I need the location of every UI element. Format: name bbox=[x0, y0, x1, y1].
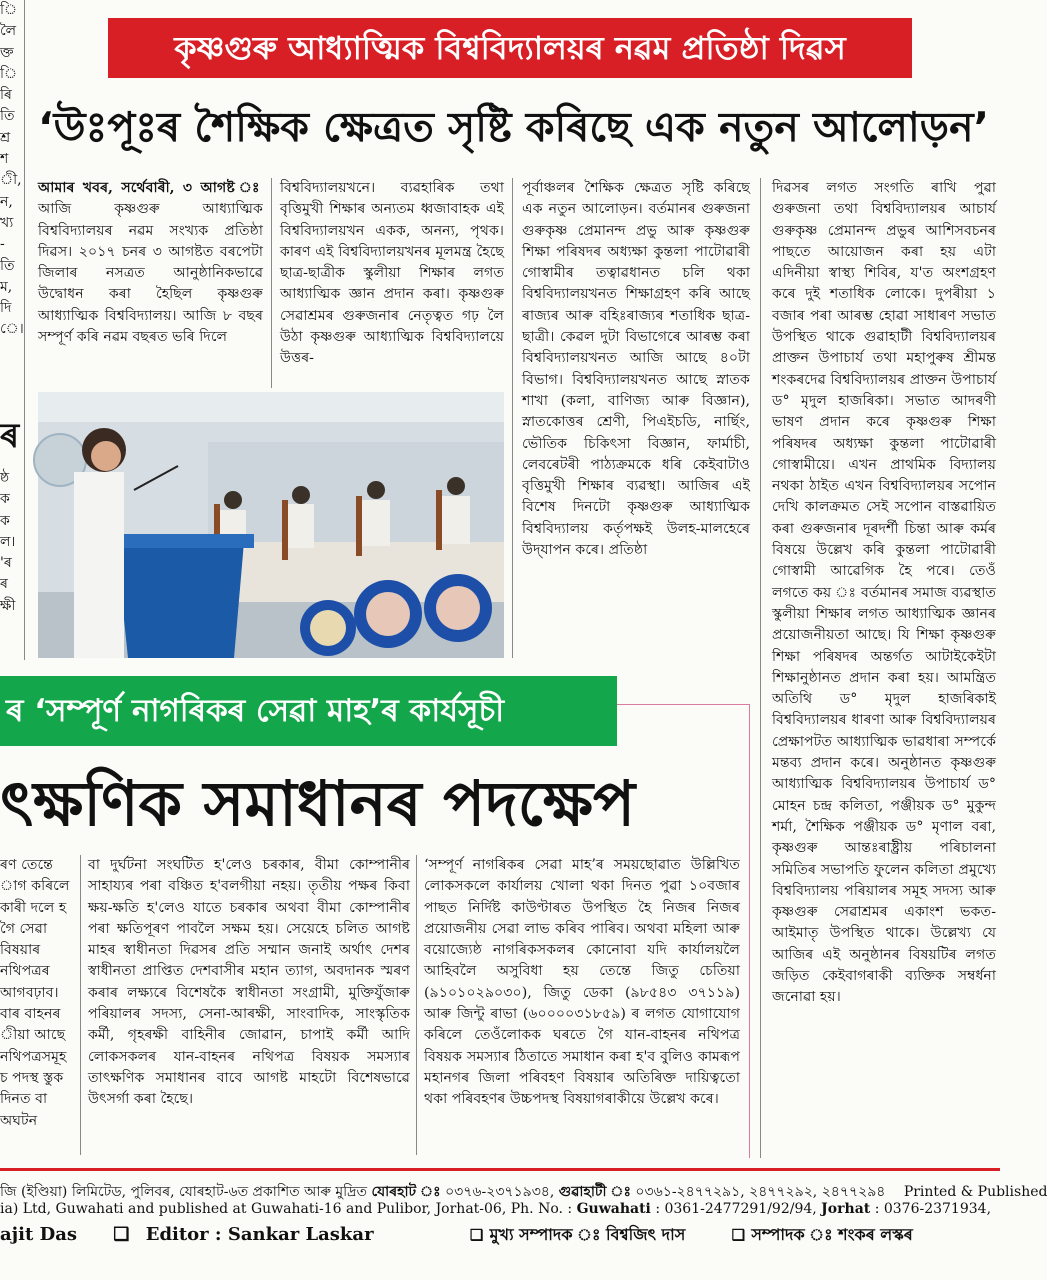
article2-col3: ‘সম্পূৰ্ণ নাগৰিকৰ সেৱা মাহ’ৰ সময়ছোৱাত উল্লিখিত লোকসকলে কাৰ্যালয় খোলা থকা দিনত পুৱা ১০বজাৰ পাছত নিৰ্দিষ্ট কাউণ্টাৰত উপস্থিত হৈ নিজৰ নিজৰ প্ৰয়োজনীয় সেৱা লাভ কৰিব পাৰিব। অথবা মহিলা আৰু বয়োজ্যেষ্ঠ নাগৰিকসকলৰ কোনোবা যদি কাৰ্যালয়লৈ আহিবলৈ অসুবিধা হয় তেন্তে জিতু চেতিয়া (৯১০১০২৯০৩০), জিতু ডেকা (৯৮৫৪৩ ৩৭১১৯) আৰু জিন্টু ৰাভা (৬০০০০৩১৮৫৯) ৰ লগত যোগাযোগ কৰিলে তেওঁলোকক ঘৰতে গৈ যান-বাহনৰ নথিপত্ৰ বিষয়ক সমস্যাৰ ঠিতাতে সমাধান কৰা হ'ব বুলিও কামৰূপ মহানগৰ জিলা পৰিবহণ বিষয়াৰ অতিৰিক্ত দায়িত্বতো থকা পৰিবহণৰ উচ্চপদস্থ বিষয়াগৰাকীয়ে উল্লেখ কৰে। bbox=[424, 857, 740, 1108]
left-strip-text-2: ষ্ঠ ক ক ল। 'ৰ ৰ ক্ষী bbox=[0, 470, 16, 614]
footer-rule bbox=[0, 1168, 1000, 1171]
article2-col1: ৰণ তেন্তে াগ কৰিলে কাৰী দলে হ গৈ সেৱা বিষয়াৰ নথিপত্ৰৰ আগবঢ়াব। বাৰ বাহনৰ ীয়া আছে নথিপত্ৰসমূহ চ পদস্থ স্তুক দিনত বা অঘটন bbox=[0, 857, 70, 1129]
editor-as: সম্পাদক ঃ শংকৰ লস্কৰ bbox=[751, 1225, 913, 1244]
column-rule bbox=[760, 178, 761, 1158]
printed-published: Printed & Published bbox=[903, 1184, 1047, 1200]
article2-col2: বা দুৰ্ঘটনা সংঘটিত হ'লেও চৰকাৰ, বীমা কোম্পানীৰ সাহায্যৰ পৰা বঞ্চিত হ'বলগীয়া নহয়। তৃতীয় পক্ষৰ কিবা ক্ষয়-ক্ষতি হ'লেও যাতে চৰকাৰ অথবা বীমা কোম্পানীৰ পৰা ক্ষতিপূৰণ পাবলৈ সক্ষম হয়। সেয়েহে চলিত আগষ্ট মাহৰ স্বাধীনতা দিৱসৰ প্ৰতি সম্মান জনাই অৰ্থাৎ দেশৰ স্বাধীনতা প্ৰাপ্তিত দেশবাসীৰ মহান ত্যাগ, অবদানক স্মৰণ কৰাৰ লক্ষ্যৰে বিশেষকৈ স্বাধীনতা সংগ্ৰামী, মুক্তিযুঁজাৰু পৰিয়ালৰ সদস্য, সেনা-আৰক্ষী, সাংবাদিক, সাংস্কৃতিক কৰ্মী, গৃহৰক্ষী বাহিনীৰ জোৱান, চাপাই কৰ্মী আদি লোকসকলৰ যান-বাহনৰ নথিপত্ৰ বিষয়ক সমস্যাৰ তাৎক্ষণিক সমাধানৰ বাবে আগষ্ট মাহটো বিশেষভাৱে উৎসৰ্গা কৰা হৈছে। bbox=[88, 857, 410, 1108]
column-rule bbox=[80, 855, 81, 1155]
jorhat-phone-en: : 0376-2371934, bbox=[874, 1201, 992, 1217]
chief-editor-as: মুখ্য সম্পাদক ঃ বিশ্বজিৎ দাস bbox=[489, 1225, 686, 1244]
left-strip-heading: ৰ bbox=[0, 416, 20, 456]
jorhat-label-en: Jorhat bbox=[821, 1201, 871, 1217]
jorhat-label: যোৰহাট ঃ bbox=[371, 1184, 441, 1200]
left-strip-text: ি লৈ ক্ত ি ৰি তি শ্ৰ শ ী, ন, খ্য - তি ম, দি ে। bbox=[0, 2, 24, 338]
article1-col1-text: আজি কৃষ্ণগুৰু আধ্যাত্মিক বিশ্ববিদ্যালয়ৰ নৱম সংখ্যক প্ৰতিষ্ঠা দিৱস। ২০১৭ চনৰ ৩ আগষ্টত বৰপেটা জিলাৰ নসত্ৰত আনুষ্ঠানিকভাৱে উদ্বোধন কৰা হৈছিল কৃষ্ণগুৰু আধ্যাত্মিক বিশ্ববিদ্যালয়। আজি ৮ বছৰ সম্পূৰ্ণ কৰি নৱম বছৰত ভৰি দিলে bbox=[38, 201, 263, 346]
guwahati-label: গুৱাহাটী ঃ bbox=[558, 1184, 631, 1200]
article1-col3: পূৰ্বাঞ্চলৰ শৈক্ষিক ক্ষেত্ৰত সৃষ্টি কৰিছে এক নতুন আলোড়ন। বৰ্তমানৰ গুৰুজনা গুৰুকৃষ্ণ প্ৰেমানন্দ প্ৰভু আৰু কৃষ্ণগুৰু শিক্ষা পৰিষদৰ অধ্যক্ষা কুন্তলা পাটোৱাৰী গোস্বামীৰ তত্বাৱধানত চলি থকা বিশ্ববিদ্যালয়খনত শিক্ষাগ্ৰহণ কৰি আছে ৰাজ্যৰ আৰু বহিঃৰাজ্যৰ শতাধিক ছাত্ৰ-ছাত্ৰী। কেৱল দুটা বিভাগেৰে আৰম্ভ কৰা বিশ্ববিদ্যালয়খনত আজি আছে ৪০টা বিভাগ। বিশ্ববিদ্যালয়খনত আছে স্নাতক শাখা (কলা, বাণিজ্য আৰু বিজ্ঞান), স্নাতকোত্তৰ শ্ৰেণী, পিএইচডি, নাৰ্ছিং, ভৌতিক চিকিৎসা বিজ্ঞান, ফাৰ্মাচী, লেবৰেটৰী পাঠ্যক্ৰমকে ধৰি কেইবাটাও বৃত্তিমুখী শিক্ষাৰ ব্যৱস্থা। আজিৰ এই বিশেষ দিনটো কৃষ্ণগুৰু আধ্যাত্মিক বিশ্ববিদ্যালয় কৰ্তৃপক্ষই উলহ-মালহেৰে উদ্‌যাপন কৰে। প্ৰতিষ্ঠা bbox=[522, 180, 750, 559]
column-rule bbox=[416, 855, 417, 1155]
checkbox-icon: ❑ bbox=[731, 1226, 746, 1244]
column-rule bbox=[271, 178, 272, 388]
article-headline: ‘উঃপূঃৰ শৈক্ষিক ক্ষেত্ৰত সৃষ্টি কৰিছে এক নতুন আলোড়ন’ bbox=[38, 103, 990, 151]
footer-line-2 bbox=[0, 1201, 1027, 1217]
article1-col2: বিশ্ববিদ্যালয়খনে। ব্যৱহাৰিক তথা বৃত্তিমুখী শিক্ষাৰ অন্যতম ধ্বজাবাহক এই বিশ্ববিদ্যালয়খন একক, অনন্য, পৃথক। কাৰণ এই বিশ্ববিদ্যালয়খনৰ মূলমন্ত্ৰ হৈছে ছাত্ৰ-ছাত্ৰীক স্কুলীয়া শিক্ষাৰ লগত আধ্যাত্মিক জ্ঞান প্ৰদান কৰা। কৃষ্ণগুৰু সেৱাশ্ৰমৰ গুৰুজনাৰ নেতৃত্বত গঢ় লৈ উঠা কৃষ্ণগুৰু আধ্যাত্মিক বিশ্ববিদ্যালয়ে উত্তৰ- bbox=[280, 180, 504, 367]
imprint-text: জি (ইণ্ডিয়া) লিমিটেড, পুলিবৰ, যোৰহাট-৬ত প্ৰকাশিত আৰু মুদ্ৰিত bbox=[0, 1184, 367, 1200]
guwahati-phone-en: : 0361-2477291/92/94, bbox=[655, 1201, 817, 1217]
column-rule bbox=[24, 0, 25, 660]
article1-col4: দিৱসৰ লগত সংগতি ৰাখি পুৱা গুৰুজনা তথা বিশ্ববিদ্যালয়ৰ আচাৰ্য গুৰুকৃষ্ণ প্ৰেমানন্দ প্ৰভুৰ আশিসবচনৰ পাছতে আয়োজন কৰা হয় এটা এদিনীয়া স্বাস্থ্য শিবিৰ, য'ত অংশগ্ৰহণ কৰে দুই শতাধিক লোকে। দুপৰীয়া ১ বজাৰ পৰা আৰম্ভ হোৱা সাধাৰণ সভাত উপস্থিত থাকে গুৱাহাটী বিশ্ববিদ্যালয়ৰ প্ৰাক্তন উপাচাৰ্য তথা মহাপুৰুষ শ্ৰীমন্ত শংকৰদেৱ বিশ্ববিদ্যালয়ৰ প্ৰাক্তন উপাচাৰ্য ড° মৃদুল হাজৰিকা। সভাত আদৰণী ভাষণ প্ৰদান কৰে কৃষ্ণগুৰু শিক্ষা পৰিষদৰ অধ্যক্ষা কুন্তলা পাটোৱাৰী গোস্বামীয়ে। এখন প্ৰাথমিক বিদ্যালয় নথকা ঠাইত এখন বিশ্ববিদ্যালয়ৰ সপোন দেখি কালক্ৰমত সেই সপোন বাস্তৱায়িত কৰা গুৰুজনাৰ দূৰদৰ্শী চিন্তা আৰু কৰ্মৰ বিষয়ে উল্লেখ কৰি কুন্তলা পাটোৱাৰী গোস্বামী আৱেগিক হৈ পৰে। তেওঁ লগতে কয় ঃ বৰ্তমানৰ সমাজ ব্যৱস্থাত স্কুলীয়া শিক্ষাৰ লগত আধ্যাত্মিক জ্ঞানৰ প্ৰয়োজনীয়তা আছে। যি শিক্ষা কৃষ্ণগুৰু শিক্ষা পৰিষদৰ অন্তৰ্গত আটাইকেইটা শিক্ষানুষ্ঠানত প্ৰদান কৰা হয়। আমন্ত্ৰিত অতিথি ড° মৃদুল হাজৰিকাই বিশ্ববিদ্যালয়ৰ ধাৰণা আৰু বিশ্ববিদ্যালয়ৰ প্ৰেক্ষাপটত আধ্যাত্মিক ভাৱধাৰা সম্পৰ্কে মন্তব্য প্ৰদান কৰে। অনুষ্ঠানত কৃষ্ণগুৰু আধ্যাত্মিক বিশ্ববিদ্যালয়ৰ উপাচাৰ্য ড° মোহন চন্দ্ৰ কলিতা, পঞ্জীয়ক ড° মুকুন্দ শৰ্মা, শৈক্ষিক পঞ্জীয়ক ড° মৃণাল বৰা, কৃষ্ণগুৰু আন্তঃৰাষ্ট্ৰীয় পৰিচালনা সমিতিৰ সভাপতি ফুলেন কলিতা প্ৰমুখ্যে বিশ্ববিদ্যালয় পৰিয়ালৰ সমূহ সদস্য আৰু কৃষ্ণগুৰু সেৱাশ্ৰমৰ একাংশ ভকত-আইমাতৃ উপস্থিত থাকে। উল্লেখ্য যে আজিৰ এই অনুষ্ঠানৰ বিষয়টিৰ লগত জড়িত কেইবাগৰাকী ব্যক্তিক সম্বৰ্ধনা জনোৱা হয়। bbox=[772, 180, 996, 1006]
article1-col1 bbox=[38, 178, 263, 388]
chief-editor-en: ajit Das bbox=[0, 1224, 78, 1245]
event-photo bbox=[38, 392, 504, 658]
dateline: আমাৰ খবৰ, সৰ্থেবাৰী, ৩ আগষ্ট ঃ bbox=[38, 180, 263, 196]
guwahati-label-en: Guwahati bbox=[576, 1201, 651, 1217]
event-photo-illustration bbox=[38, 392, 504, 658]
program-banner: ৰ ‘সম্পূৰ্ণ নাগৰিকৰ সেৱা মাহ’ৰ কাৰ্যসূচী bbox=[0, 676, 617, 746]
footer-line-3 bbox=[0, 1222, 1000, 1249]
imprint-english: ia) Ltd, Guwahati and published at Guwahati-16 and Pulibor, Jorhat-06, Ph. No. : bbox=[0, 1201, 573, 1217]
column-rule bbox=[512, 178, 513, 658]
article2-headline: ৎক্ষণিক সমাধানৰ পদক্ষেপ bbox=[0, 767, 636, 840]
jorhat-phone: ০৩৭৬-২৩৭১৯৩৪, bbox=[445, 1184, 555, 1200]
event-banner: কৃষ্ণগুৰু আধ্যাত্মিক বিশ্ববিদ্যালয়ৰ নৱম প্ৰতিষ্ঠা দিৱস bbox=[108, 18, 912, 78]
editor-en: Editor : Sankar Laskar bbox=[145, 1224, 374, 1245]
checkbox-icon: ❑ bbox=[113, 1224, 130, 1245]
guwahati-phones: ০৩৬১-২৪৭৭২৯১, ২৪৭৭২৯২, ২৪৭৭২৯৪ bbox=[635, 1184, 886, 1200]
checkbox-icon: ❑ bbox=[469, 1226, 484, 1244]
